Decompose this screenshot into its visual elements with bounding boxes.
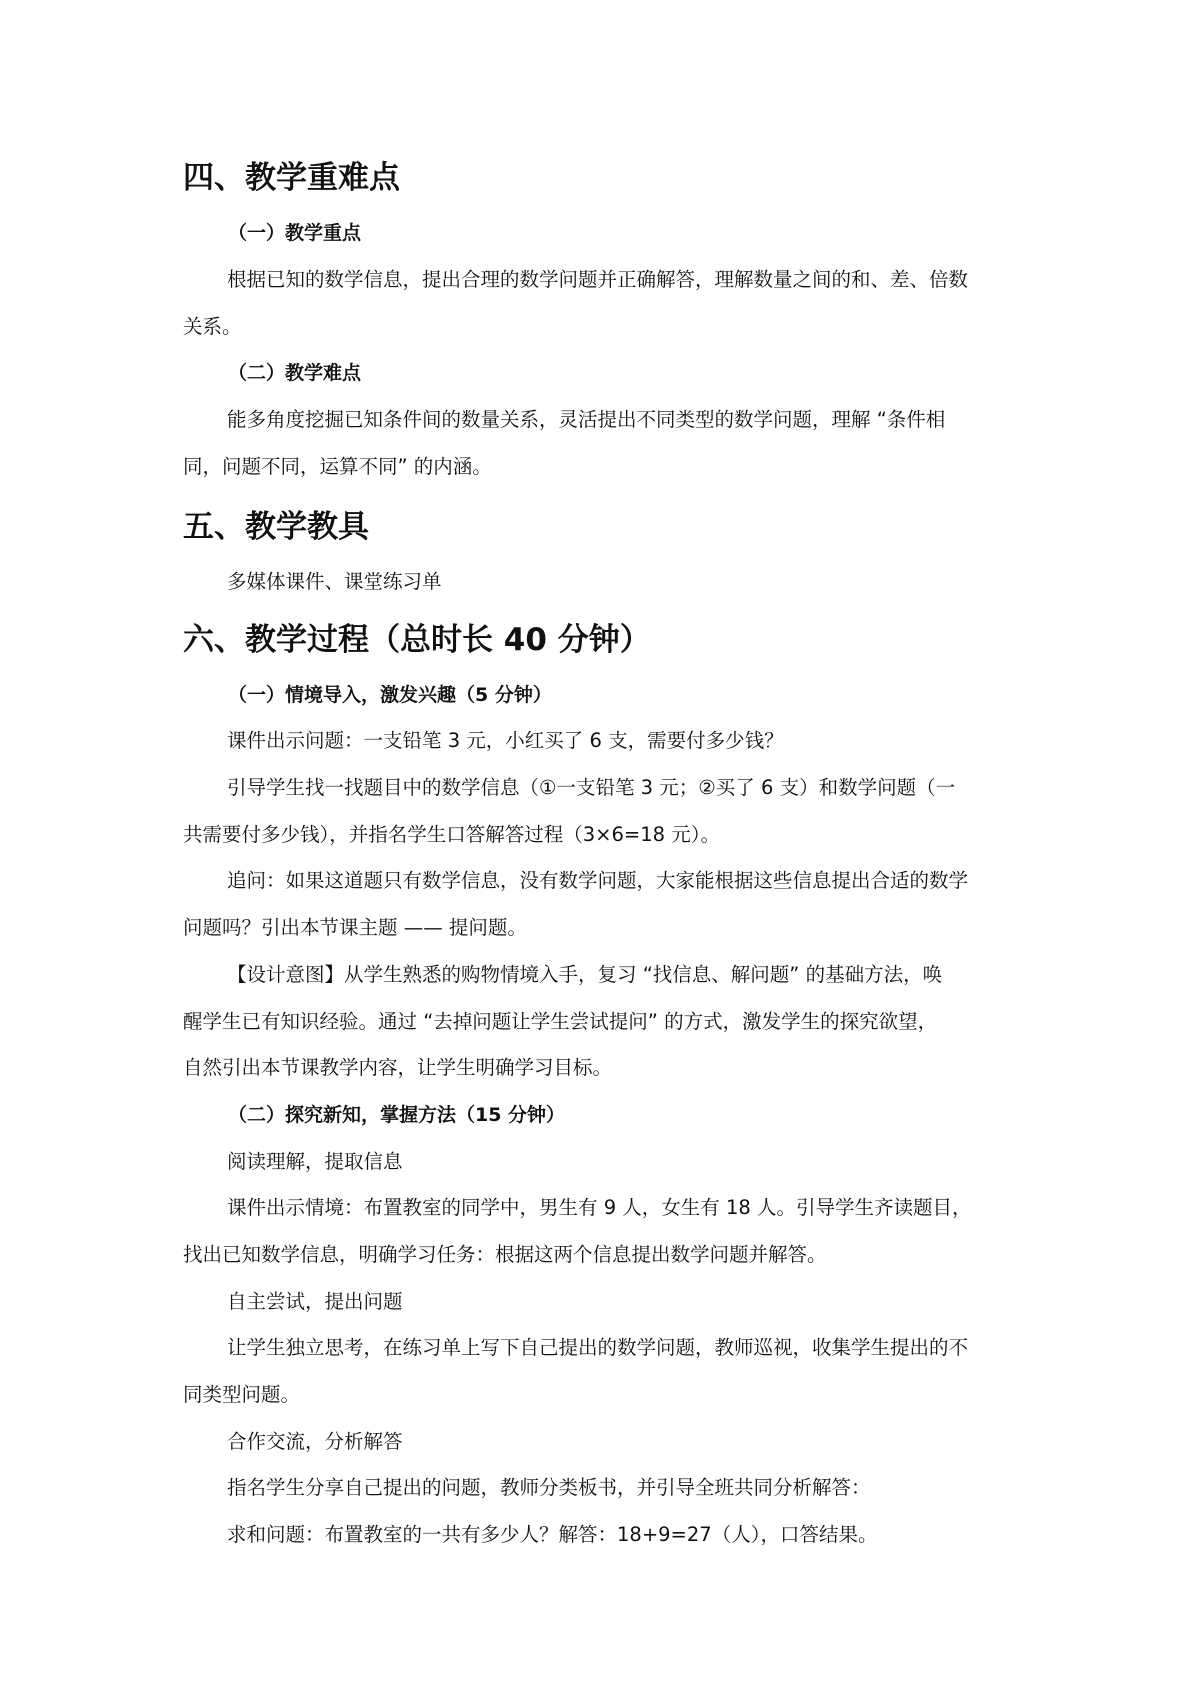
paragraph: 课件出示情境：布置教室的同学中，男生有 9 人，女生有 18 人。引导学生齐读题目， [227, 1196, 972, 1219]
section-6-subtitle-1: （一）情境导入，激发兴趣（5 分钟） [228, 684, 552, 706]
section-4-title: 四、教学重难点 [183, 160, 400, 196]
paragraph: 求和问题：布置教室的一共有多少人？解答：18+9=27（人），口答结果。 [227, 1523, 878, 1546]
paragraph: 同，问题不同，运算不同” 的内涵。 [183, 455, 492, 478]
paragraph: 自然引出本节课教学内容，让学生明确学习目标。 [183, 1056, 613, 1079]
paragraph: 关系。 [183, 315, 242, 338]
paragraph: 【设计意图】从学生熟悉的购物情境入手，复习 “找信息、解问题” 的基础方法，唤 [227, 963, 943, 986]
paragraph: 同类型问题。 [183, 1383, 301, 1406]
section-6-subtitle-2: （二）探究新知，掌握方法（15 分钟） [228, 1104, 566, 1126]
paragraph: 让学生独立思考，在练习单上写下自己提出的数学问题，教师巡视，收集学生提出的不 [227, 1336, 969, 1359]
section-4-subtitle-2: （二）教学难点 [228, 362, 362, 384]
section-5-title: 五、教学教具 [183, 509, 369, 545]
paragraph: 阅读理解，提取信息 [227, 1150, 403, 1173]
paragraph: 问题吗？引出本节课主题 —— 提问题。 [183, 916, 527, 939]
paragraph: 追问：如果这道题只有数学信息，没有数学问题，大家能根据这些信息提出合适的数学 [227, 869, 969, 892]
paragraph: 多媒体课件、课堂练习单 [227, 570, 442, 593]
paragraph: 找出已知数学信息，明确学习任务：根据这两个信息提出数学问题并解答。 [183, 1243, 827, 1266]
paragraph: 能多角度挖掘已知条件间的数量关系，灵活提出不同类型的数学问题，理解 “条件相 [227, 408, 946, 431]
paragraph: 共需要付多少钱），并指名学生口答解答过程（3×6=18 元）。 [183, 823, 721, 846]
section-6-title: 六、教学过程（总时长 40 分钟） [183, 622, 651, 658]
paragraph: 引导学生找一找题目中的数学信息（①一支铅笔 3 元；②买了 6 支）和数学问题（一 [227, 776, 956, 799]
paragraph: 自主尝试，提出问题 [227, 1290, 403, 1313]
paragraph: 根据已知的数学信息，提出合理的数学问题并正确解答，理解数量之间的和、差、倍数 [227, 268, 969, 291]
paragraph: 合作交流，分析解答 [227, 1430, 403, 1453]
paragraph: 课件出示问题：一支铅笔 3 元，小红买了 6 支，需要付多少钱？ [227, 729, 784, 752]
paragraph: 醒学生已有知识经验。通过 “去掉问题让学生尝试提问” 的方式，激发学生的探究欲望， [183, 1010, 938, 1033]
paragraph: 指名学生分享自己提出的问题，教师分类板书，并引导全班共同分析解答： [227, 1476, 871, 1499]
section-4-subtitle-1: （一）教学重点 [228, 222, 362, 244]
